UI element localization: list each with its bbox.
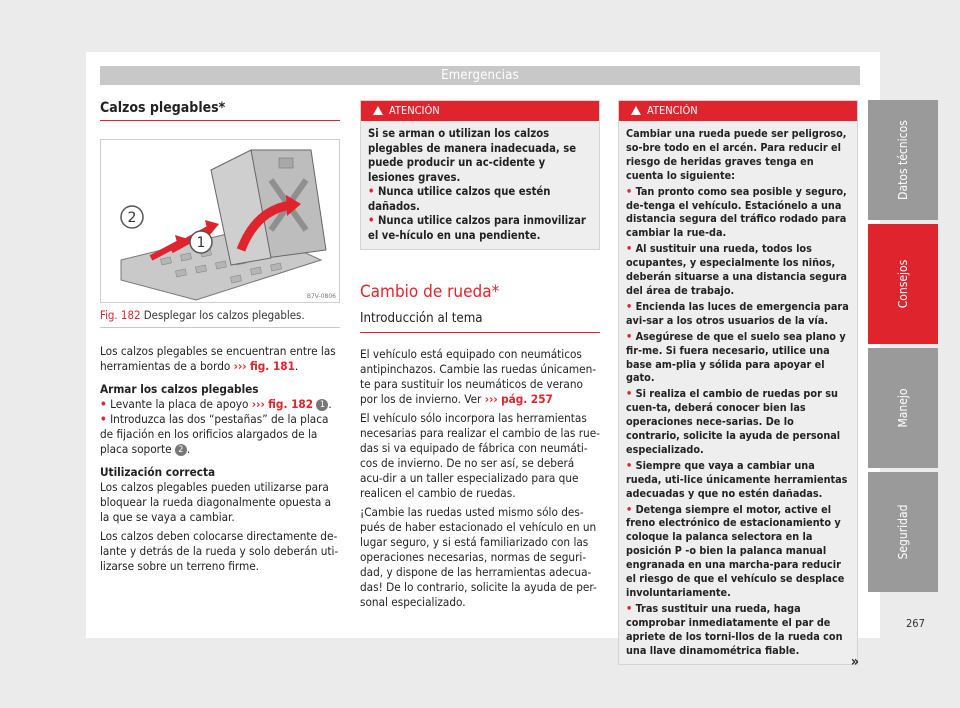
- warning-item: • Al sustituir una rueda, todos los ocupantes, y especialmente los niños, deberán situarse a una distancia segura del área de trabajo.: [626, 242, 847, 297]
- warning-item-text: Nunca utilice calzos para inmovilizar el ve-hículo en una pendiente.: [368, 214, 586, 242]
- intro-end: .: [294, 359, 299, 373]
- warning-item: • Si realiza el cambio de ruedas por su cuen-ta, deberá conocer bien las operaciones nece-sarias. De lo contrario, solicite la ayuda de personal especializado.: [626, 387, 841, 456]
- tab-seguridad[interactable]: [868, 472, 938, 592]
- tab-manejo[interactable]: [868, 348, 938, 468]
- tab-label: Consejos: [896, 259, 910, 309]
- arm-heading: Armar los calzos plegables: [100, 382, 259, 396]
- paragraph-3: ¡Cambie las ruedas usted mismo sólo des-pués de haber estacionado el vehículo en un lugar seguro, y si está familiarizado con las operaciones necesarias, normas de seguri-dad, y dispone de las herramientas adecua-das! De lo contrario, solicite la ayuda de per-sonal especializado.: [360, 505, 597, 609]
- warning-item-text: Tras sustituir una rueda, haga comprobar inmediatamente el par de apriete de los torni-llos de la rueda con una llave dinamométrica fiable.: [626, 601, 843, 657]
- ref-link-fig181[interactable]: fig. 181: [249, 359, 295, 373]
- warning-intro: Cambiar una rueda puede ser peligroso, so-bre todo en el arcén. Para reducir el riesgo de heridas graves tenga en cuenta lo siguiente:: [626, 127, 847, 182]
- ref-arrow: ›››: [484, 392, 498, 406]
- warning-item-text: Si realiza el cambio de ruedas por su cuen-ta, deberá conocer bien las operaciones nece-sarias. De lo contrario, solicite la ayuda de personal especializado.: [626, 387, 841, 456]
- tab-label: Manejo: [896, 388, 910, 428]
- warning-title: ATENCIÓN: [389, 104, 440, 117]
- warning-item-text: Encienda las luces de emergencia para avi-sar a los otros usuarios de la vía.: [626, 299, 849, 327]
- use-paragraph-1: Los calzos plegables pueden utilizarse para bloquear la rueda diagonalmente opuesta a la que se vaya a cambiar.: [100, 480, 332, 524]
- intro-text: Los calzos plegables se encuentran entre las herramientas de a bordo: [100, 344, 336, 373]
- figure-code: B7V-0806: [306, 293, 336, 300]
- tab-label: Seguridad: [896, 504, 910, 560]
- warning-item-text: Detenga siempre el motor, active el freno electrónico de estacionamiento y coloque la palanca selectora en la posición P -o bien la palanca manual engranada en una marcha-para reducir el riesgo de que el vehículo se desplace involuntariamente.: [626, 502, 845, 599]
- figure-caption-text: Desplegar los calzos plegables.: [143, 308, 305, 322]
- warning-item-text: Tan pronto como sea posible y seguro, de-tenga el vehículo. Estaciónelo a una distancia segura del tráfico rodado para cambiar la rue-da.: [626, 184, 847, 240]
- bullet-item: • Levante la placa de apoyo ››› fig. 182 1 .: [100, 397, 332, 411]
- paragraph-2: El vehículo sólo incorpora las herramientas necesarias para realizar el cambio de las rue-das si va equipado de fábrica con neumáti-cos de invierno. De no ser así, se deberá acu-dir a un taller especializado para que realicen el cambio de ruedas.: [360, 411, 600, 500]
- left-column: [100, 100, 340, 574]
- right-column: [618, 100, 859, 670]
- caption-rule: [100, 327, 340, 328]
- ref-link-page257[interactable]: pág. 257: [501, 392, 553, 406]
- warning-triangle-icon: [631, 106, 641, 115]
- warning-item-text: Siempre que vaya a cambiar una rueda, uti-lice únicamente herramientas adecuadas y que no estén dañadas.: [626, 458, 848, 500]
- warning-box: [618, 100, 859, 670]
- section-title: Calzos plegables*: [100, 100, 226, 116]
- callout-badge-1: 1: [316, 399, 328, 411]
- callout-badge-2: 2: [175, 444, 187, 456]
- running-header: Emergencias: [100, 66, 860, 85]
- warning-body: [619, 121, 857, 664]
- bullet-end: .: [328, 397, 332, 411]
- paragraph-1: [360, 347, 600, 407]
- callout-1: 1: [196, 235, 206, 251]
- warning-item: • Encienda las luces de emergencia para avi-sar a los otros usuarios de la vía.: [626, 299, 849, 327]
- continue-arrow-icon: »: [850, 653, 859, 670]
- warning-item: • Asegúrese de que el suelo sea plano y fir-me. Si fuera necesario, utilice una base am-plia y sólida para apoyar el gato.: [626, 329, 846, 385]
- warning-box: [360, 100, 600, 250]
- warning-item: • Siempre que vaya a cambiar una rueda, uti-lice únicamente herramientas adecuadas y que no estén dañadas.: [626, 458, 848, 500]
- warning-item: • Nunca utilice calzos que estén dañados.: [368, 185, 551, 213]
- warning-item: • Detenga siempre el motor, active el freno electrónico de estacionamiento y coloque la palanca selectora en la posición P -o bien la palanca manual engranada en una marcha-para reducir el riesgo de que el vehículo se desplace involuntariamente.: [626, 502, 845, 599]
- tab-consejos[interactable]: [868, 224, 938, 344]
- warning-item: • Nunca utilice calzos para inmovilizar el ve-hículo en una pendiente.: [368, 214, 586, 242]
- bullet-text: Levante la placa de apoyo: [110, 397, 252, 411]
- subtitle-rule: [360, 332, 600, 333]
- ref-arrow: ›››: [251, 397, 265, 411]
- figure-wheel-chocks: [100, 139, 340, 303]
- chapter-title: Cambio de rueda*: [360, 282, 500, 302]
- middle-column: [360, 100, 600, 610]
- warning-item-text: Nunca utilice calzos que estén dañados.: [368, 185, 551, 213]
- warning-triangle-icon: [373, 106, 383, 115]
- ref-arrow: ›››: [233, 359, 247, 373]
- title-rule: [100, 120, 340, 121]
- intro-paragraph: [100, 344, 340, 374]
- paragraph-1-text: El vehículo está equipado con neumáticos antipinchazos. Cambie las ruedas únicamen-te para sustituir los neumáticos de verano por los de invierno. Ver: [360, 347, 597, 406]
- figure-number: Fig. 182: [100, 308, 141, 322]
- ref-link-fig182[interactable]: fig. 182: [268, 397, 314, 411]
- page-number: 267: [906, 617, 925, 630]
- warning-item: • Tras sustituir una rueda, haga comprobar inmediatamente el par de apriete de los torni-llos de la rueda con una llave dinamométrica fiable.: [626, 601, 843, 657]
- warning-item: • Tan pronto como sea posible y seguro, de-tenga el vehículo. Estaciónelo a una distancia segura del tráfico rodado para cambiar la rue-da.: [626, 184, 847, 240]
- use-heading: Utilización correcta: [100, 465, 216, 479]
- warning-header: [619, 101, 857, 121]
- figure-caption: [100, 308, 340, 322]
- tab-label: Datos técnicos: [896, 120, 910, 200]
- warning-intro: Si se arman o utilizan los calzos plegables de manera inadecuada, se puede producir un ac-cidente y lesiones graves.: [368, 127, 577, 184]
- use-paragraph-2: Los calzos deben colocarse directamente de-lante y detrás de la rueda y solo deberán uti-lizarse sobre un terreno firme.: [100, 529, 339, 573]
- bullet-end: .: [186, 442, 191, 456]
- warning-header: [361, 101, 599, 121]
- warning-title: ATENCIÓN: [647, 104, 698, 117]
- warning-item-text: Asegúrese de que el suelo sea plano y fir-me. Si fuera necesario, utilice una base am-plia y sólida para apoyar el gato.: [626, 329, 846, 385]
- tab-datos-tecnicos[interactable]: [868, 100, 938, 220]
- bullet-item: • Introduzca las dos “pestañas” de la placa de fijación en los orificios alargados de la placa soporte 2 .: [100, 412, 329, 456]
- section-subtitle: Introducción al tema: [360, 311, 483, 326]
- wheel-chock-illustration: [101, 140, 339, 302]
- bullet-text: Introduzca las dos “pestañas” de la placa de fijación en los orificios alargados de la placa soporte: [100, 412, 329, 456]
- callout-2: 2: [127, 210, 137, 226]
- warning-body: [361, 121, 599, 249]
- warning-item-text: Al sustituir una rueda, todos los ocupantes, y especialmente los niños, deberán situarse a una distancia segura del área de trabajo.: [626, 242, 847, 297]
